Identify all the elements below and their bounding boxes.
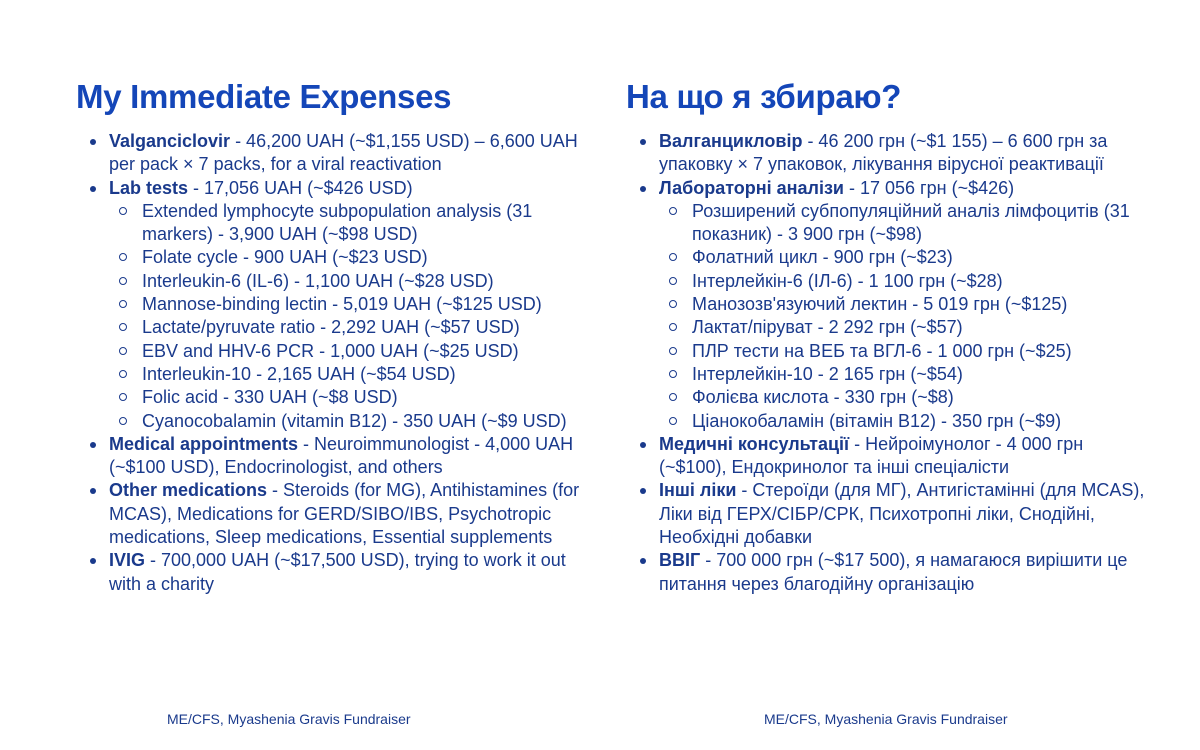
- ukrainian-expense-list: [626, 130, 1146, 596]
- expense-item-valganciclovir: [76, 130, 596, 177]
- expense-item-lab-tests-uk: [626, 177, 1146, 433]
- expense-item-ivig-uk: [626, 549, 1146, 596]
- lab-test-item: Folate cycle - 900 UAH (~$23 USD): [109, 246, 596, 269]
- lab-test-item: Lactate/pyruvate ratio - 2,292 UAH (~$57 USD): [109, 316, 596, 339]
- lab-test-item: Folic acid - 330 UAH (~$8 USD): [109, 386, 596, 409]
- item-text: - 700,000 UAH (~$17,500 USD), trying to work it out with a charity: [109, 550, 566, 594]
- item-title: Other medications: [109, 480, 268, 501]
- item-title: Валганцикловір: [659, 131, 803, 151]
- lab-test-item: Cyanocobalamin (vitamin B12) - 350 UAH (~$9 USD): [109, 410, 596, 433]
- lab-test-item: ПЛР тести на ВЕБ та ВГЛ-6 - 1 000 грн (~$25): [659, 340, 1146, 363]
- item-text: - 17 056 грн (~$426): [844, 177, 1015, 198]
- lab-test-item: Ціанокобаламін (вітамін B12) - 350 грн (~$9): [659, 410, 1146, 433]
- item-title: Інші ліки: [659, 480, 737, 501]
- expense-item-other-medications-uk: [626, 479, 1146, 549]
- item-title: Valganciclovir: [109, 131, 231, 151]
- item-text: - Стероїди (для МГ), Антигістамінні (для MCAS), Ліки від ГЕРХ/СІБР/СРК, Психотропні ліки, Снодійні, Необхідні добавки: [659, 480, 1145, 548]
- expense-item-other-medications: [76, 479, 596, 549]
- item-title: Medical appointments: [109, 433, 299, 454]
- lab-test-item: Фолієва кислота - 330 грн (~$8): [659, 386, 1146, 409]
- lab-test-item: Interleukin-10 - 2,165 UAH (~$54 USD): [109, 363, 596, 386]
- expense-item-appointments-uk: [626, 433, 1146, 480]
- footer-caption-right: ME/CFS, Myashenia Gravis Fundraiser: [764, 711, 1008, 727]
- lab-test-item: Манозозв'язуючий лектин - 5 019 грн (~$125): [659, 293, 1146, 316]
- item-title: ВВІГ: [659, 550, 701, 571]
- lab-test-item: Інтерлейкін-10 - 2 165 грн (~$54): [659, 363, 1146, 386]
- item-text: - 17,056 UAH (~$426 USD): [188, 177, 413, 198]
- english-column: [76, 78, 596, 596]
- lab-test-item: Лактат/піруват - 2 292 грн (~$57): [659, 316, 1146, 339]
- item-title: IVIG: [109, 550, 146, 571]
- item-text: - Neuroimmunologist - 4,000 UAH (~$100 USD), Endocrinologist, and others: [109, 433, 574, 478]
- item-text: - Steroids (for MG), Antihistamines (for MCAS), Medications for GERD/SIBO/IBS, Psychotropic medications, Sleep medications, Essential supplements: [109, 480, 580, 548]
- expense-item-valganciclovir-uk: [626, 130, 1146, 177]
- lab-test-item: Interleukin-6 (IL-6) - 1,100 UAH (~$28 USD): [109, 270, 596, 293]
- lab-test-item: Mannose-binding lectin - 5,019 UAH (~$125 USD): [109, 293, 596, 316]
- lab-test-item: Інтерлейкін-6 (ІЛ-6) - 1 100 грн (~$28): [659, 270, 1146, 293]
- expense-item-lab-tests: [76, 177, 596, 433]
- ukrainian-column: [626, 78, 1146, 596]
- english-title: My Immediate Expenses: [76, 78, 452, 115]
- lab-tests-sublist: [109, 200, 596, 433]
- item-text: - Нейроімунолог - 4 000 грн (~$100), Ендокринолог та інші спеціалісти: [659, 433, 1084, 478]
- lab-test-item: Фолатний цикл - 900 грн (~$23): [659, 246, 1146, 269]
- lab-test-item: EBV and HHV-6 PCR - 1,000 UAH (~$25 USD): [109, 340, 596, 363]
- item-title: Лабораторні аналізи: [659, 177, 844, 198]
- lab-tests-sublist-uk: [659, 200, 1146, 433]
- lab-test-item: Extended lymphocyte subpopulation analysis (31 markers) - 3,900 UAH (~$98 USD): [109, 200, 596, 247]
- lab-test-item: Розширений субпопуляційний аналіз лімфоцитів (31 показник) - 3 900 грн (~$98): [659, 200, 1146, 247]
- expense-item-ivig: [76, 549, 596, 596]
- expense-item-appointments: [76, 433, 596, 480]
- item-text: - 46,200 UAH (~$1,155 USD) – 6,600 UAH per pack × 7 packs, for a viral reactivation: [109, 131, 578, 175]
- item-text: - 700 000 грн (~$17 500), я намагаюся вирішити це питання через благодійну організацію: [659, 550, 1128, 594]
- item-title: Lab tests: [109, 177, 189, 198]
- item-title: Медичні консультації: [659, 433, 850, 454]
- footer-caption-left: ME/CFS, Myashenia Gravis Fundraiser: [167, 711, 411, 727]
- english-expense-list: [76, 130, 596, 596]
- ukrainian-title: На що я збираю?: [626, 78, 902, 115]
- item-text: - 46 200 грн (~$1 155) – 6 600 грн за упаковку × 7 упаковок, лікування вірусної реактивації: [659, 131, 1108, 175]
